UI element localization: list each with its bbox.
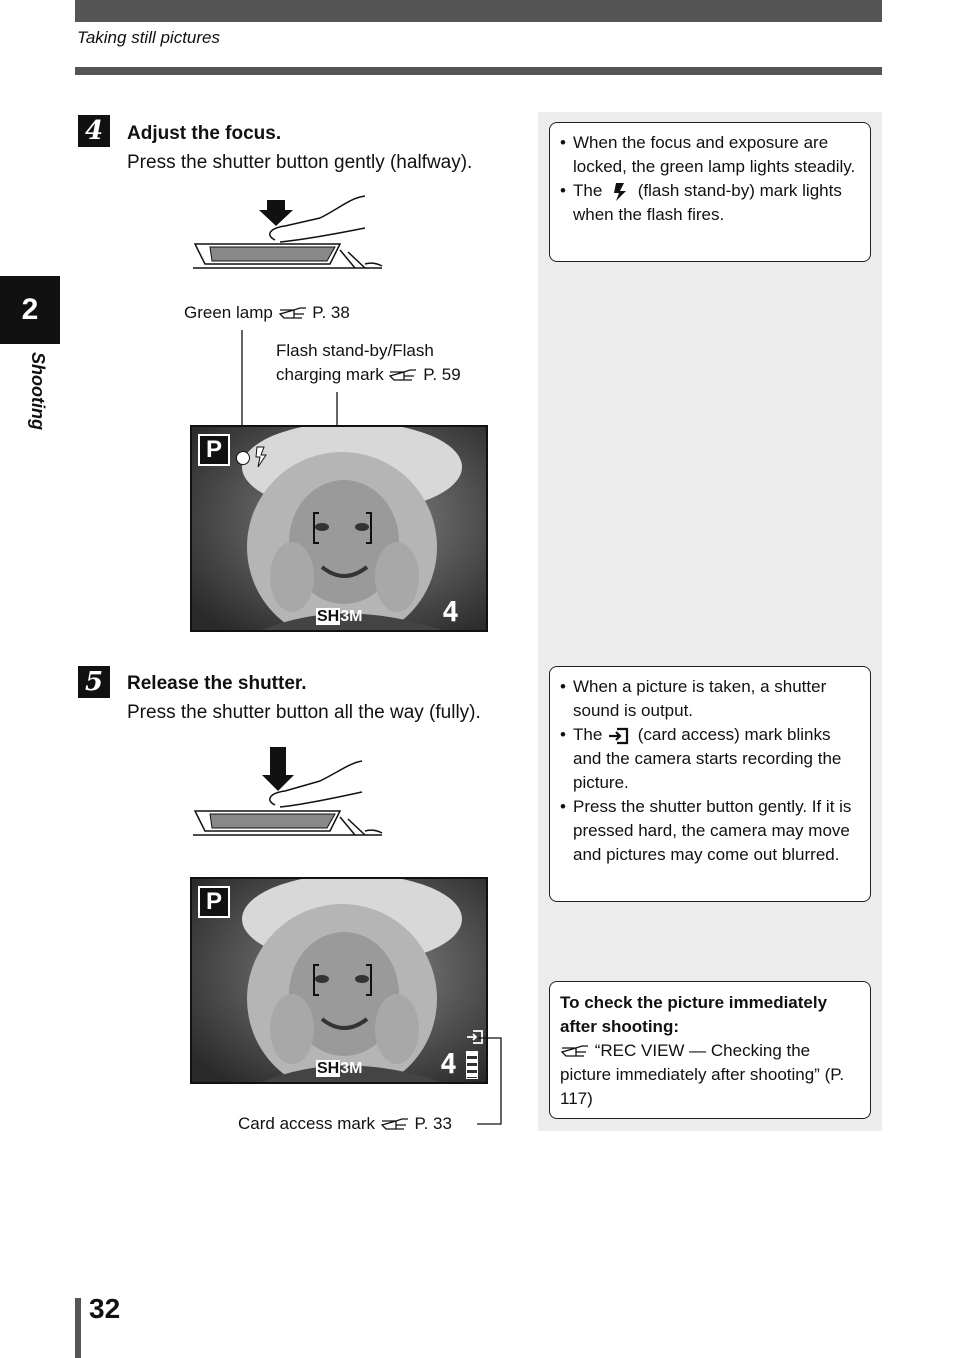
remaining-count: 4 xyxy=(442,595,459,628)
chapter-tab: 2 xyxy=(0,276,60,344)
camera-lcd-screen xyxy=(190,877,488,1084)
step-number: 4 xyxy=(78,115,110,147)
notes-column xyxy=(538,112,882,1131)
step-body: Press the shutter button all the way (fully). xyxy=(127,702,481,723)
page-number: 32 xyxy=(89,1293,121,1324)
card-access-icon xyxy=(607,726,633,746)
callout-lines xyxy=(474,1036,504,1128)
note-item: • When the focus and exposure are locked, the green lamp lights steadily. xyxy=(560,131,860,179)
step-number: 5 xyxy=(78,666,110,698)
header-rule xyxy=(75,67,882,75)
green-lamp-callout: Green lamp P. 38 xyxy=(184,303,350,322)
flash-mark-callout: Flash stand-by/Flash charging mark P. 59 xyxy=(276,341,461,384)
header-bar xyxy=(75,0,882,22)
rec-view-box xyxy=(549,981,871,1119)
flash-icon xyxy=(607,182,633,202)
mode-indicator: P xyxy=(198,886,230,918)
step-body: Press the shutter button gently (halfway). xyxy=(127,152,473,173)
note-item: • Press the shutter button gently. If it is pressed hard, the camera may move and pictures may come out blurred. xyxy=(560,795,860,867)
note-box xyxy=(549,122,871,262)
reference-hand-icon xyxy=(380,1117,410,1133)
page-bar xyxy=(75,1298,81,1358)
rec-view-title: To check the picture immediately after shooting: xyxy=(560,993,828,1036)
remaining-count: 4 xyxy=(440,1047,457,1080)
note-item: • The (card access) mark blinks and the camera starts recording the picture. xyxy=(560,723,860,795)
quality-indicator: SH3M xyxy=(317,1060,363,1077)
note-box xyxy=(549,666,871,902)
green-lamp-indicator xyxy=(236,451,250,465)
shutter-halfway-illustration xyxy=(190,190,390,272)
reference-hand-icon xyxy=(278,306,308,322)
card-access-callout: Card access mark P. 33 xyxy=(238,1114,452,1133)
chapter-label: Shooting xyxy=(28,352,48,430)
reference-hand-icon xyxy=(388,368,418,384)
quality-indicator: SH3M xyxy=(317,608,363,625)
rec-view-reference: “REC VIEW — Checking the picture immediately after shooting” (P. 117) xyxy=(560,1041,845,1108)
note-item: • The (flash stand-by) mark lights when the flash fires. xyxy=(560,179,860,227)
mode-indicator: P xyxy=(198,434,230,466)
reference-hand-icon xyxy=(560,1044,590,1060)
camera-lcd-screen xyxy=(190,425,488,632)
section-title: Taking still pictures xyxy=(77,28,220,47)
step-title: Release the shutter. xyxy=(127,673,307,694)
note-item: • When a picture is taken, a shutter sound is output. xyxy=(560,675,860,723)
step-title: Adjust the focus. xyxy=(127,123,282,144)
flash-icon xyxy=(254,445,268,469)
shutter-fully-illustration xyxy=(190,745,390,837)
